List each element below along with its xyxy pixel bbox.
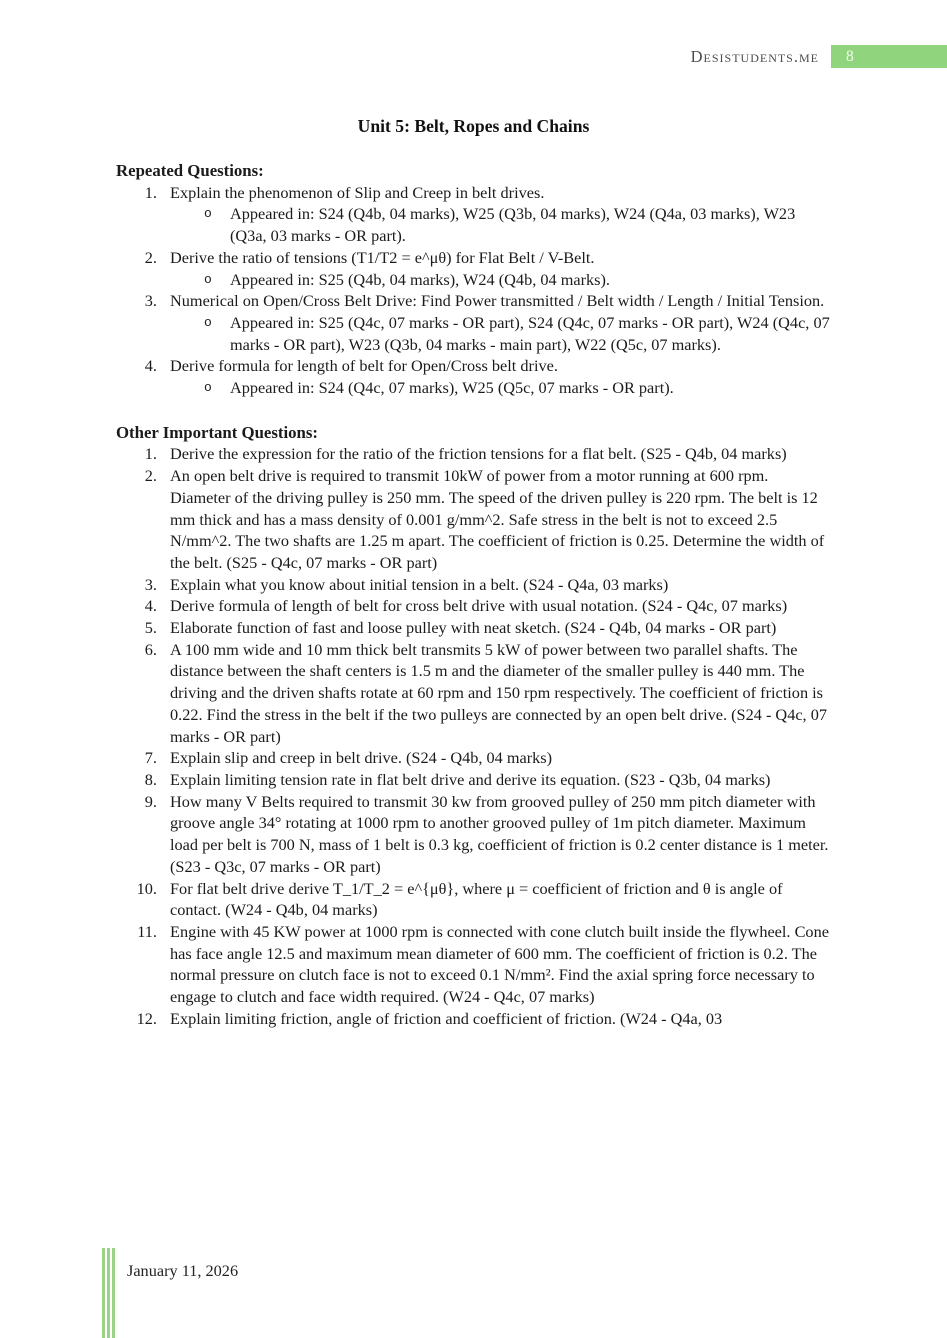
circle-bullet-icon: o bbox=[204, 314, 212, 330]
section-repeated-questions bbox=[116, 160, 832, 399]
question-text: Derive formula of length of belt for cross belt drive with usual notation. (S24 - Q4c, 07 marks) bbox=[170, 596, 788, 616]
decoration-green-bars-icon bbox=[102, 1248, 117, 1338]
question-item bbox=[116, 443, 832, 465]
appearance-list bbox=[170, 203, 832, 246]
appearance-item bbox=[170, 203, 832, 246]
page-title: Unit 5: Belt, Ropes and Chains bbox=[357, 116, 590, 136]
footer-date: January 11, 2026 bbox=[127, 1261, 239, 1280]
circle-bullet-icon: o bbox=[204, 206, 212, 222]
circle-bullet-icon: o bbox=[204, 271, 212, 287]
appearance-item bbox=[170, 269, 832, 291]
question-text: Elaborate function of fast and loose pulley with neat sketch. (S24 - Q4b, 04 marks - OR part) bbox=[170, 618, 777, 638]
question-list bbox=[116, 182, 832, 399]
site-name: Desistudents.me bbox=[690, 46, 819, 66]
appearance-text: Appeared in: S25 (Q4b, 04 marks), W24 (Q4b, 04 marks). bbox=[230, 269, 610, 289]
question-number: 9. bbox=[144, 791, 157, 811]
question-item bbox=[116, 247, 832, 290]
question-text: Derive formula for length of belt for Open/Cross belt drive. o Appeared in: S24 (Q4c, 07 marks), W25 (Q5c, 07 marks - OR part). bbox=[170, 355, 832, 398]
green-bar bbox=[102, 1248, 105, 1338]
question-item bbox=[116, 290, 832, 355]
section-other-important-questions bbox=[116, 422, 832, 1030]
question-text: A 100 mm wide and 10 mm thick belt transmits 5 kW of power between two parallel shafts. The distance between the shaft centers is 1.5 m and the diameter of the smaller pulley is 440 mm. The driving and the driven shafts rotate at 60 rpm and 150 rpm respectively. The coefficient of friction is 0.22. Find the stress in the belt if the two pulleys are connected by an open belt drive. (S24 - Q4c, 07 marks - OR part) bbox=[170, 639, 827, 746]
question-item bbox=[116, 617, 832, 639]
question-item bbox=[116, 878, 832, 921]
question-list bbox=[116, 443, 832, 1029]
green-bar bbox=[107, 1248, 110, 1338]
document-body bbox=[116, 160, 832, 1029]
question-number: 8. bbox=[144, 769, 157, 789]
page-number-badge: 8 bbox=[831, 45, 947, 68]
question-text: Engine with 45 KW power at 1000 rpm is connected with cone clutch built inside the flywheel. Cone has face angle 12.5 and maximum mean diameter of 600 mm. The coefficient of friction is 0.2. The normal pressure on clutch face is not to exceed 0.1 N/mm². Find the axial spring force necessary to engage to clutch and face width required. (W24 - Q4c, 07 marks) bbox=[170, 921, 829, 1007]
question-item bbox=[116, 465, 832, 574]
green-bar bbox=[112, 1248, 115, 1338]
question-text: Explain slip and creep in belt drive. (S24 - Q4b, 04 marks) bbox=[170, 748, 553, 768]
question-number: 5. bbox=[144, 618, 157, 638]
question-text: Derive the ratio of tensions (T1/T2 = e^μθ) for Flat Belt / V-Belt. o Appeared in: S25 (Q4b, 04 marks), W24 (Q4b, 04 marks). bbox=[170, 247, 832, 290]
appearance-list bbox=[170, 312, 832, 355]
appearance-list bbox=[170, 269, 832, 291]
question-number: 3. bbox=[144, 574, 157, 594]
question-number: 4. bbox=[144, 596, 157, 616]
appearance-item bbox=[170, 377, 832, 399]
question-number: 1. bbox=[144, 182, 157, 202]
question-text: Derive the expression for the ratio of the friction tensions for a flat belt. (S25 - Q4b, 04 marks) bbox=[170, 444, 787, 464]
question-text: Explain the phenomenon of Slip and Creep in belt drives. o Appeared in: S24 (Q4b, 04 marks), W25 (Q3b, 04 marks), W24 (Q4a, 03 marks), W23 (Q3a, 03 marks - OR part). bbox=[170, 182, 832, 247]
question-item bbox=[116, 595, 832, 617]
question-item bbox=[116, 769, 832, 791]
appearance-item bbox=[170, 312, 832, 355]
question-number: 6. bbox=[144, 639, 157, 659]
question-number: 2. bbox=[144, 466, 157, 486]
page-header bbox=[0, 44, 947, 69]
question-item bbox=[116, 574, 832, 596]
question-number: 1. bbox=[144, 444, 157, 464]
question-number: 3. bbox=[144, 291, 157, 311]
question-item bbox=[116, 355, 832, 398]
question-item bbox=[116, 921, 832, 1008]
appearance-list bbox=[170, 377, 832, 399]
question-item bbox=[116, 791, 832, 878]
question-item bbox=[116, 1008, 832, 1030]
question-item bbox=[116, 747, 832, 769]
question-text: How many V Belts required to transmit 30 kw from grooved pulley of 250 mm pitch diameter with groove angle 34° rotating at 1000 rpm to another grooved pulley of 1m pitch diameter. Maximum load per belt is 700 N, mass of 1 belt is 0.3 kg, coefficient of friction is 0.2 center distance is 1 meter. (S23 - Q3c, 07 marks - OR part) bbox=[170, 791, 829, 876]
question-text: Explain limiting tension rate in flat belt drive and derive its equation. (S23 - Q3b, 04 marks) bbox=[170, 769, 771, 789]
question-number: 4. bbox=[144, 356, 157, 376]
circle-bullet-icon: o bbox=[204, 380, 212, 396]
question-item bbox=[116, 639, 832, 748]
question-text: Explain limiting friction, angle of friction and coefficient of friction. (W24 - Q4a, 03 bbox=[170, 1008, 723, 1028]
question-text: An open belt drive is required to transmit 10kW of power from a motor running at 600 rpm. Diameter of the driving pulley is 250 mm. The speed of the driven pulley is 220 rpm. The belt is 12 mm thick and has a mass density of 0.001 g/mm^2. Safe stress in the belt is not to exceed 2.5 N/mm^2. The two shafts are 1.25 m apart. The coefficient of friction is 0.25. Determine the width of the belt. (S25 - Q4c, 07 marks - OR part) bbox=[170, 466, 825, 572]
section-heading: Repeated Questions: bbox=[116, 161, 264, 180]
appearance-text: Appeared in: S25 (Q4c, 07 marks - OR part), S24 (Q4c, 07 marks - OR part), W24 (Q4c, 07 marks - OR part), W23 (Q3b, 04 marks - main part), W22 (Q5c, 07 marks). bbox=[230, 312, 830, 354]
appearance-text: Appeared in: S24 (Q4c, 07 marks), W25 (Q5c, 07 marks - OR part). bbox=[230, 378, 674, 398]
question-number: 12. bbox=[136, 1008, 157, 1028]
question-number: 10. bbox=[136, 878, 157, 898]
question-number: 7. bbox=[144, 748, 157, 768]
question-number: 11. bbox=[137, 921, 157, 941]
appearance-text: Appeared in: S24 (Q4b, 04 marks), W25 (Q3b, 04 marks), W24 (Q4a, 03 marks), W23 (Q3a, 03 marks - OR part). bbox=[230, 204, 796, 246]
section-heading: Other Important Questions: bbox=[116, 422, 318, 442]
question-item bbox=[116, 182, 832, 247]
question-text: Numerical on Open/Cross Belt Drive: Find Power transmitted / Belt width / Length / Initial Tension. o Appeared in: S25 (Q4c, 07 marks - OR part), S24 (Q4c, 07 marks - OR part), W24 (Q4c, 07 marks - OR part), W23 (Q3b, 04 marks - main part), W22 (Q5c, 07 marks). bbox=[170, 290, 832, 355]
question-text: Explain what you know about initial tension in a belt. (S24 - Q4a, 03 marks) bbox=[170, 574, 669, 594]
question-text: For flat belt drive derive T_1/T_2 = e^{μθ}, where μ = coefficient of friction and θ is angle of contact. (W24 - Q4b, 04 marks) bbox=[170, 878, 783, 920]
question-number: 2. bbox=[144, 247, 157, 267]
